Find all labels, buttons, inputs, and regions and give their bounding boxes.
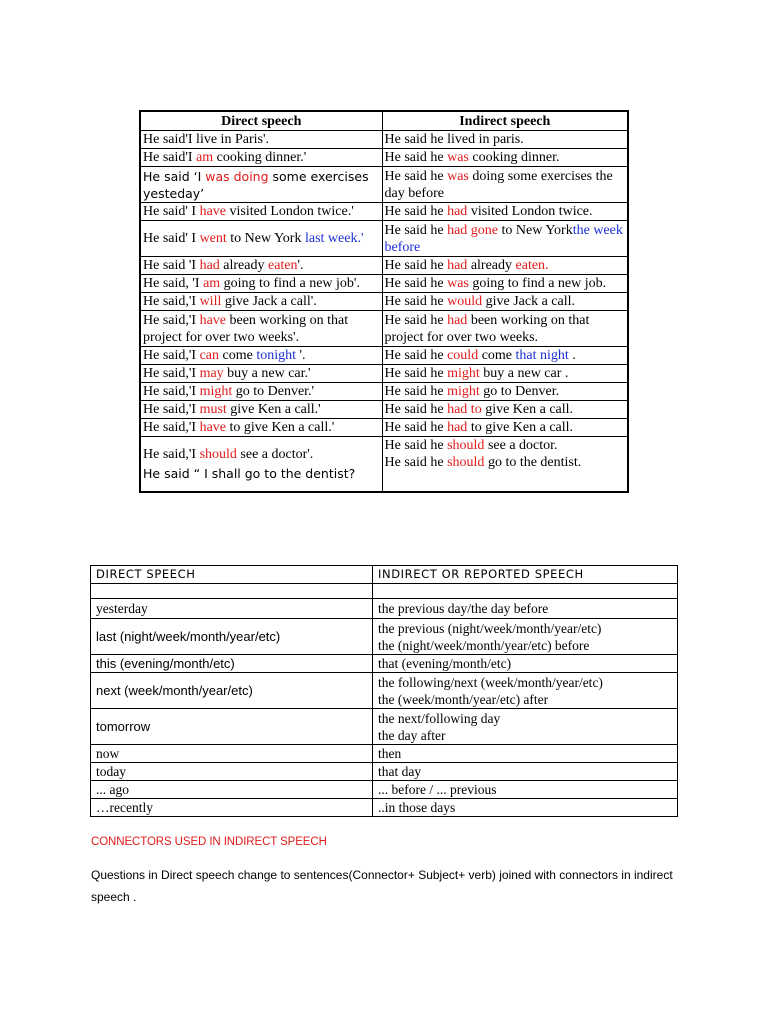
highlighted-word: could	[447, 348, 479, 363]
connectors-paragraph: Questions in Direct speech change to sentences(Connector+ Subject+ verb) joined with connectors in indirect speech .	[91, 868, 673, 904]
highlighted-word: that night	[515, 348, 569, 363]
table-row	[91, 584, 678, 599]
highlighted-word: the week before	[384, 222, 623, 255]
highlighted-word: had to	[447, 402, 482, 417]
indirect-cell	[382, 131, 628, 149]
direct-indirect-table	[139, 110, 629, 493]
indirect-cell	[382, 383, 628, 401]
reported-expression-cell: that (evening/month/etc)	[373, 655, 678, 673]
cell-text: see a doctor'.	[236, 446, 314, 462]
highlighted-word: went	[199, 231, 227, 246]
indirect-cell	[382, 347, 628, 365]
direct-cell	[140, 347, 382, 365]
highlighted-word: have	[199, 420, 226, 435]
table-row	[140, 275, 628, 293]
cell-text: He said he	[384, 366, 448, 381]
table-row	[91, 799, 678, 817]
direct-expression-cell: tomorrow	[91, 709, 373, 745]
direct-expression-cell: this (evening/month/etc)	[91, 655, 373, 673]
table-row	[140, 221, 628, 257]
highlighted-word: might	[447, 366, 480, 381]
cell-text: He said he	[384, 168, 448, 184]
cell-text: give Jack a call'.	[221, 294, 317, 309]
cell-text: He said 'I	[143, 258, 200, 273]
cell-text: He said,'I	[143, 294, 200, 309]
indirect-cell	[382, 203, 628, 221]
direct-expression-cell: next (week/month/year/etc)	[91, 673, 373, 709]
direct-expression-cell: yesterday	[91, 599, 373, 619]
highlighted-word: have	[199, 204, 226, 219]
direct-expression-cell	[91, 584, 373, 599]
highlighted-word: am	[203, 276, 221, 291]
direct-cell	[140, 257, 382, 275]
direct-cell	[140, 437, 382, 492]
cell-line	[143, 446, 380, 463]
cell-text: to New York	[498, 222, 573, 238]
reported-expression-cell: the previous day/the day before	[373, 599, 678, 619]
table-row	[91, 745, 678, 763]
cell-text: already	[219, 258, 268, 273]
cell-text: .	[568, 348, 576, 363]
highlighted-word: should	[447, 455, 485, 470]
highlighted-word: had gone	[447, 222, 499, 238]
cell-text: He said' I	[143, 204, 200, 219]
table-header-row	[140, 111, 628, 131]
cell-text: already	[467, 258, 516, 273]
cell-text: He said he	[384, 455, 448, 470]
cell-text: He said' I	[143, 231, 200, 246]
indirect-cell	[382, 293, 628, 311]
header-direct-speech: DIRECT SPEECH	[91, 566, 373, 584]
cell-text: see a doctor.	[484, 438, 558, 453]
direct-cell	[140, 221, 382, 257]
cell-text: going to find a new job'.	[220, 276, 360, 291]
table-row	[91, 763, 678, 781]
table-row	[91, 655, 678, 673]
header-direct-speech: Direct speech	[140, 111, 382, 131]
highlighted-word: am	[196, 150, 214, 165]
indirect-cell	[382, 311, 628, 347]
cell-text: He said he lived in paris.	[384, 132, 524, 147]
cell-text: He said he	[384, 348, 448, 363]
cell-text: He said he	[384, 384, 448, 399]
cell-text: been working on that project for over two weeks'.	[143, 312, 349, 345]
cell-text: come	[478, 348, 516, 363]
cell-text: He said he	[384, 222, 448, 238]
highlighted-word: should	[447, 438, 485, 453]
reported-expression-cell: the following/next (week/month/year/etc) the (week/month/year/etc) after	[373, 673, 678, 709]
direct-cell	[140, 203, 382, 221]
cell-text: cooking dinner.	[468, 150, 560, 165]
cell-text: He said he	[384, 150, 448, 165]
highlighted-word: eaten	[267, 258, 298, 273]
cell-line	[385, 437, 626, 454]
cell-text: He said,'I	[143, 402, 200, 417]
cell-text: '.	[297, 258, 304, 273]
table-row	[140, 257, 628, 275]
direct-cell	[140, 365, 382, 383]
direct-expression-cell: ... ago	[91, 781, 373, 799]
highlighted-word: last week.'	[304, 231, 364, 246]
table-row	[140, 131, 628, 149]
highlighted-word: was	[447, 150, 469, 165]
table-row	[140, 401, 628, 419]
cell-text: He said ‘I	[143, 168, 206, 184]
table-row	[140, 365, 628, 383]
cell-text: buy a new car .	[479, 366, 569, 381]
highlighted-word: should	[199, 446, 237, 462]
table-row	[91, 619, 678, 655]
cell-text: He said he	[384, 438, 448, 453]
table-row	[140, 311, 628, 347]
cell-text: some exercises yesteday’	[143, 168, 369, 201]
table-row	[140, 437, 628, 492]
highlighted-word: had	[199, 258, 220, 273]
cell-text: He said he	[384, 420, 448, 435]
cell-text: He said,'I	[143, 312, 200, 328]
header-indirect-speech: Indirect speech	[382, 111, 628, 131]
cell-text: He said,'I	[143, 366, 200, 381]
cell-text: give Jack a call.	[482, 294, 575, 309]
cell-text: visited London twice.'	[226, 204, 354, 219]
reported-expression-cell: then	[373, 745, 678, 763]
table-row	[91, 673, 678, 709]
highlighted-word: tonight	[256, 348, 296, 363]
cell-text: buy a new car.'	[223, 366, 311, 381]
cell-text: He said, 'I	[143, 276, 204, 291]
highlighted-word: must	[199, 402, 227, 417]
table-row	[91, 599, 678, 619]
cell-line	[385, 454, 626, 471]
highlighted-word: may	[199, 366, 224, 381]
cell-text: He said he	[384, 258, 448, 273]
highlighted-word: was	[447, 168, 469, 184]
header-reported-speech: INDIRECT OR REPORTED SPEECH	[373, 566, 678, 584]
direct-cell	[140, 167, 382, 203]
highlighted-word: eaten.	[515, 258, 549, 273]
cell-text: doing some exercises the day before	[384, 168, 613, 201]
connectors-heading: CONNECTORS USED IN INDIRECT SPEECH	[91, 836, 327, 848]
highlighted-word: was	[447, 276, 469, 291]
direct-cell	[140, 149, 382, 167]
cell-text: go to the dentist.	[484, 455, 582, 470]
indirect-cell	[382, 167, 628, 203]
cell-text: He said'I live in Paris'.	[143, 132, 269, 147]
highlighted-word: have	[199, 312, 226, 328]
cell-line	[143, 465, 380, 482]
highlighted-word: had	[447, 420, 468, 435]
direct-cell	[140, 293, 382, 311]
cell-text: He said “ I shall go to the dentist?	[143, 465, 356, 481]
reported-expression-cell: the previous (night/week/month/year/etc) the (night/week/month/year/etc) before	[373, 619, 678, 655]
indirect-cell	[382, 149, 628, 167]
highlighted-word: had	[447, 258, 468, 273]
cell-text: He said,'I	[143, 420, 200, 435]
cell-text: go to Denver.'	[232, 384, 315, 399]
direct-cell	[140, 311, 382, 347]
cell-text: give Ken a call.'	[226, 402, 321, 417]
indirect-cell	[382, 257, 628, 275]
table-row	[140, 419, 628, 437]
direct-cell	[140, 383, 382, 401]
table-row	[91, 709, 678, 745]
indirect-cell	[382, 401, 628, 419]
cell-text: to give Ken a call.	[467, 420, 574, 435]
cell-text: He said he	[384, 312, 448, 328]
highlighted-word: would	[447, 294, 483, 309]
time-expressions-table	[90, 565, 678, 817]
highlighted-word: will	[199, 294, 222, 309]
highlighted-word: was doing	[205, 168, 269, 184]
direct-expression-cell: now	[91, 745, 373, 763]
highlighted-word: can	[199, 348, 219, 363]
cell-text: to give Ken a call.'	[226, 420, 335, 435]
direct-expression-cell: …recently	[91, 799, 373, 817]
cell-text: He said,'I	[143, 446, 200, 462]
cell-text: cooking dinner.'	[213, 150, 307, 165]
reported-expression-cell: ..in those days	[373, 799, 678, 817]
table-row	[140, 293, 628, 311]
cell-text: He said,'I	[143, 348, 200, 363]
indirect-cell	[382, 419, 628, 437]
direct-expression-cell: last (night/week/month/year/etc)	[91, 619, 373, 655]
table-row	[91, 781, 678, 799]
table-row	[140, 203, 628, 221]
reported-expression-cell: that day	[373, 763, 678, 781]
cell-text: He said he	[384, 402, 448, 417]
cell-text: been working on that project for over two weeks.	[384, 312, 590, 345]
reported-expression-cell: ... before / ... previous	[373, 781, 678, 799]
reported-expression-cell	[373, 584, 678, 599]
table-row	[140, 347, 628, 365]
cell-text: come	[219, 348, 257, 363]
cell-text: He said,'I	[143, 384, 200, 399]
reported-expression-cell: the next/following day the day after	[373, 709, 678, 745]
cell-text: give Ken a call.	[481, 402, 574, 417]
table-row	[140, 167, 628, 203]
indirect-cell	[382, 365, 628, 383]
cell-text: going to find a new job.	[468, 276, 607, 291]
cell-text: He said he	[384, 276, 448, 291]
table-header-row	[91, 566, 678, 584]
cell-text: go to Denver.	[479, 384, 560, 399]
highlighted-word: had	[447, 204, 468, 219]
indirect-cell	[382, 221, 628, 257]
table-body	[140, 131, 628, 492]
table-row	[140, 383, 628, 401]
highlighted-word: might	[447, 384, 480, 399]
highlighted-word: had	[447, 312, 468, 328]
indirect-cell	[382, 437, 628, 492]
table-body	[91, 584, 678, 817]
cell-text: visited London twice.	[467, 204, 593, 219]
cell-text: He said he	[384, 204, 448, 219]
direct-cell	[140, 275, 382, 293]
direct-cell	[140, 401, 382, 419]
table-row	[140, 149, 628, 167]
cell-text: He said he	[384, 294, 448, 309]
highlighted-word: might	[199, 384, 233, 399]
direct-cell	[140, 131, 382, 149]
direct-expression-cell: today	[91, 763, 373, 781]
indirect-cell	[382, 275, 628, 293]
cell-text: '.	[296, 348, 306, 363]
direct-cell	[140, 419, 382, 437]
cell-text: to New York	[226, 231, 305, 246]
cell-text: He said'I	[143, 150, 197, 165]
